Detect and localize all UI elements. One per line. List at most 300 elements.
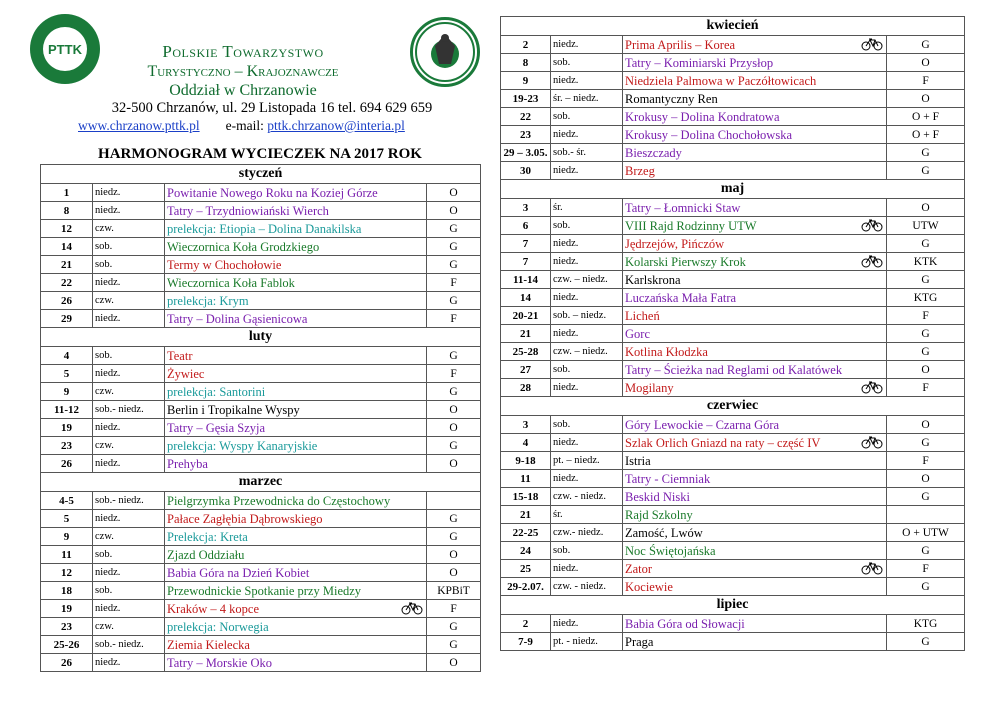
trip-title: Istria: [625, 453, 651, 468]
trip-title-cell: [165, 528, 427, 546]
trip-title: Wieczornica Koła Fablok: [167, 275, 295, 290]
trip-row: [501, 542, 965, 560]
trip-row: [501, 434, 965, 452]
trip-title-cell: [165, 492, 427, 510]
trip-code: G: [887, 542, 965, 560]
trip-title: Tatry – Ścieżka nad Reglami od Kalatówek: [625, 362, 843, 377]
trip-date: 3: [501, 416, 551, 434]
trip-title: Zjazd Oddziału: [167, 547, 245, 562]
trip-weekday: sob.- niedz.: [93, 492, 165, 510]
trip-date: 3: [501, 199, 551, 217]
trip-row: [501, 307, 965, 325]
trip-title: Karlskrona: [625, 272, 681, 287]
trip-code: O: [427, 564, 481, 582]
trip-title: Termy w Chochołowie: [167, 257, 282, 272]
trip-row: [501, 72, 965, 90]
trip-title: VIII Rajd Rodzinny UTW: [625, 218, 757, 233]
trip-code: F: [427, 274, 481, 292]
trip-title-cell: [623, 542, 887, 560]
trip-code: F: [427, 600, 481, 618]
trip-code: G: [887, 343, 965, 361]
trip-row: [501, 416, 965, 434]
trip-code: KTG: [887, 615, 965, 633]
org-branch: Oddział w Chrzanowie: [169, 82, 317, 99]
trip-title-cell: [623, 72, 887, 90]
trip-date: 30: [501, 162, 551, 180]
trip-code: G: [427, 528, 481, 546]
schedule-table-right: [500, 16, 965, 651]
trip-row: [41, 383, 481, 401]
trip-weekday: pt. – niedz.: [551, 452, 623, 470]
trip-title-cell: [165, 310, 427, 328]
trip-row: [41, 184, 481, 202]
trip-code: F: [427, 310, 481, 328]
trip-code: G: [427, 292, 481, 310]
trip-row: [41, 546, 481, 564]
trip-weekday: sob.: [551, 54, 623, 72]
trip-weekday: niedz.: [93, 202, 165, 220]
trip-weekday: sob.- niedz.: [93, 636, 165, 654]
pttk-logo-text: PTTK: [43, 27, 87, 71]
month-name: styczeń: [41, 165, 481, 184]
trip-title: Bieszczady: [625, 145, 682, 160]
trip-date: 4-5: [41, 492, 93, 510]
trip-date: 20-21: [501, 307, 551, 325]
trip-code: O + F: [887, 126, 965, 144]
trip-date: 21: [41, 256, 93, 274]
trip-code: O: [427, 654, 481, 672]
trip-title-cell: [623, 416, 887, 434]
trip-row: [501, 217, 965, 235]
trip-row: [501, 289, 965, 307]
trip-code: G: [427, 256, 481, 274]
trip-date: 7: [501, 253, 551, 271]
contact-line: [78, 118, 458, 134]
trip-weekday: śr.: [551, 199, 623, 217]
trip-title-cell: [165, 546, 427, 564]
trip-code: G: [887, 144, 965, 162]
month-name: maj: [501, 180, 965, 199]
trip-title-cell: [623, 307, 887, 325]
trip-title: prelekcja: Etiopia – Dolina Danakilska: [167, 221, 362, 236]
trip-date: 11-14: [501, 271, 551, 289]
trip-weekday: niedz.: [93, 600, 165, 618]
trip-date: 29: [41, 310, 93, 328]
trip-row: [41, 600, 481, 618]
trip-weekday: sob.- śr.: [551, 144, 623, 162]
trip-row: [501, 162, 965, 180]
trip-date: 21: [501, 506, 551, 524]
trip-code: F: [887, 452, 965, 470]
trip-title: Krokusy – Dolina Chochołowska: [625, 127, 792, 142]
trip-title: Praga: [625, 634, 654, 649]
trip-title: Niedziela Palmowa w Paczółtowicach: [625, 73, 817, 88]
trip-title-cell: [165, 238, 427, 256]
trip-title: Gorc: [625, 326, 650, 341]
trip-weekday: śr.: [551, 506, 623, 524]
trip-row: [501, 560, 965, 578]
trip-row: [41, 437, 481, 455]
month-header-row: [501, 596, 965, 615]
trip-date: 27: [501, 361, 551, 379]
trip-row: [501, 379, 965, 397]
trip-date: 29 – 3.05.: [501, 144, 551, 162]
trip-code: F: [887, 72, 965, 90]
trip-weekday: czw.: [93, 437, 165, 455]
trip-row: [41, 202, 481, 220]
trip-weekday: pt. - niedz.: [551, 633, 623, 651]
month-header-row: [501, 17, 965, 36]
trip-title-cell: [623, 271, 887, 289]
trip-title-cell: [623, 361, 887, 379]
trip-code: G: [887, 271, 965, 289]
org-name-line1: Polskie Towarzystwo: [162, 42, 324, 61]
trip-weekday: niedz.: [93, 510, 165, 528]
trip-code: O: [427, 419, 481, 437]
trip-title: Tatry – Gęsia Szyja: [167, 420, 266, 435]
trip-title-cell: [623, 524, 887, 542]
trip-row: [501, 144, 965, 162]
trip-row: [501, 452, 965, 470]
trip-code: O + F: [887, 108, 965, 126]
trip-code: O: [427, 184, 481, 202]
trip-title: Kraków – 4 kopce: [167, 601, 259, 616]
trip-title-cell: [165, 365, 427, 383]
trip-code: [427, 492, 481, 510]
trip-title-cell: [623, 434, 887, 452]
trip-weekday: niedz.: [551, 289, 623, 307]
trip-title-cell: [165, 636, 427, 654]
trip-date: 28: [501, 379, 551, 397]
trip-code: O: [887, 199, 965, 217]
trip-row: [501, 235, 965, 253]
trip-weekday: niedz.: [551, 36, 623, 54]
trip-weekday: sob.: [551, 217, 623, 235]
trip-title: Romantyczny Ren: [625, 91, 718, 106]
trip-row: [501, 524, 965, 542]
trip-code: O + UTW: [887, 524, 965, 542]
trip-row: [41, 256, 481, 274]
trip-code: G: [427, 220, 481, 238]
trip-code: UTW: [887, 217, 965, 235]
trip-title-cell: [623, 578, 887, 596]
trip-row: [501, 126, 965, 144]
trip-row: [41, 582, 481, 600]
month-name: kwiecień: [501, 17, 965, 36]
trip-weekday: czw.: [93, 383, 165, 401]
trip-date: 19-23: [501, 90, 551, 108]
trip-weekday: sob.: [93, 546, 165, 564]
trip-row: [501, 470, 965, 488]
trip-title-cell: [623, 217, 887, 235]
trip-row: [501, 325, 965, 343]
trip-date: 25-28: [501, 343, 551, 361]
address: 32-500 Chrzanów, ul. 29 Listopada 16 tel. 694 629 659: [111, 100, 433, 116]
trip-date: 9: [41, 528, 93, 546]
trip-code: F: [887, 560, 965, 578]
trip-title: Berlin i Tropikalne Wyspy: [167, 402, 300, 417]
trip-code: F: [887, 307, 965, 325]
trip-weekday: niedz.: [93, 654, 165, 672]
trip-code: KPBiT: [427, 582, 481, 600]
trip-code: O: [887, 416, 965, 434]
trip-title-cell: [623, 289, 887, 307]
trip-row: [41, 528, 481, 546]
trip-weekday: czw.: [93, 220, 165, 238]
trip-weekday: niedz.: [551, 253, 623, 271]
trip-code: G: [887, 162, 965, 180]
trip-weekday: sob.: [551, 361, 623, 379]
trip-weekday: niedz.: [93, 419, 165, 437]
trip-title: Licheń: [625, 308, 660, 323]
website-link[interactable]: www.chrzanow.pttk.pl: [78, 118, 200, 133]
trip-title-cell: [623, 470, 887, 488]
trip-title-cell: [165, 347, 427, 365]
trip-date: 9: [41, 383, 93, 401]
trip-date: 11: [41, 546, 93, 564]
trip-title: Prima Aprilis – Korea: [625, 37, 736, 52]
trip-row: [501, 615, 965, 633]
trip-date: 26: [41, 292, 93, 310]
trip-weekday: niedz.: [93, 455, 165, 473]
trip-title: prelekcja: Krym: [167, 293, 249, 308]
trip-title: prelekcja: Santorini: [167, 384, 266, 399]
org-name-line2: Turystyczno – Krajoznawcze: [147, 63, 339, 80]
trip-date: 6: [501, 217, 551, 235]
trip-code: O: [427, 401, 481, 419]
trip-row: [501, 253, 965, 271]
trip-date: 2: [501, 615, 551, 633]
trip-date: 22: [41, 274, 93, 292]
trip-title: Ziemia Kielecka: [167, 637, 250, 652]
trip-code: G: [887, 325, 965, 343]
trip-date: 19: [41, 600, 93, 618]
trip-title: Tatry – Trzydniowiański Wierch: [167, 203, 329, 218]
trip-date: 22: [501, 108, 551, 126]
trip-row: [501, 90, 965, 108]
month-header-row: [501, 397, 965, 416]
trip-weekday: niedz.: [93, 310, 165, 328]
trip-code: O: [427, 202, 481, 220]
trip-date: 11: [501, 470, 551, 488]
trip-title: Tatry – Łomnicki Staw: [625, 200, 741, 215]
trip-title-cell: [623, 126, 887, 144]
trip-date: 23: [41, 437, 93, 455]
trip-weekday: niedz.: [551, 379, 623, 397]
trip-title: Prehyba: [167, 456, 208, 471]
trip-weekday: śr. – niedz.: [551, 90, 623, 108]
trip-code: F: [427, 365, 481, 383]
trip-title-cell: [623, 488, 887, 506]
trip-code: G: [427, 618, 481, 636]
trip-title: Noc Świętojańska: [625, 543, 716, 558]
trip-row: [41, 274, 481, 292]
trip-title-cell: [165, 184, 427, 202]
trip-title: Wieczornica Koła Grodzkiego: [167, 239, 320, 254]
trip-weekday: niedz.: [551, 560, 623, 578]
trip-weekday: czw.- niedz.: [551, 524, 623, 542]
trip-title-cell: [623, 452, 887, 470]
trip-row: [41, 564, 481, 582]
trip-date: 12: [41, 564, 93, 582]
trip-weekday: sob. – niedz.: [551, 307, 623, 325]
trip-code: F: [887, 379, 965, 397]
trip-title-cell: [165, 600, 427, 618]
trip-row: [501, 343, 965, 361]
pttk-logo: [30, 14, 100, 84]
trip-weekday: sob.: [93, 256, 165, 274]
trip-weekday: niedz.: [551, 434, 623, 452]
trip-weekday: niedz.: [551, 235, 623, 253]
trip-date: 23: [501, 126, 551, 144]
trip-weekday: niedz.: [551, 162, 623, 180]
month-name: marzec: [41, 473, 481, 492]
trip-date: 22-25: [501, 524, 551, 542]
trip-title-cell: [165, 564, 427, 582]
trip-title-cell: [165, 383, 427, 401]
trip-date: 11-12: [41, 401, 93, 419]
eagle-emblem-icon: [413, 20, 477, 84]
trip-date: 14: [501, 289, 551, 307]
trip-title-cell: [165, 618, 427, 636]
trip-weekday: sob.: [93, 238, 165, 256]
trip-weekday: czw. – niedz.: [551, 271, 623, 289]
trip-date: 23: [41, 618, 93, 636]
trip-date: 8: [41, 202, 93, 220]
trip-code: G: [887, 434, 965, 452]
trip-weekday: czw.: [93, 292, 165, 310]
trip-weekday: niedz.: [551, 470, 623, 488]
trip-date: 9-18: [501, 452, 551, 470]
trip-code: G: [427, 383, 481, 401]
trip-code: O: [887, 361, 965, 379]
trip-row: [501, 633, 965, 651]
trip-code: O: [887, 90, 965, 108]
trip-date: 5: [41, 510, 93, 528]
trip-title: Pielgrzymka Przewodnicka do Częstochowy: [167, 493, 391, 508]
trip-weekday: niedz.: [551, 615, 623, 633]
trip-title-cell: [623, 615, 887, 633]
trip-title: Brzeg: [625, 163, 655, 178]
trip-row: [41, 654, 481, 672]
trip-title-cell: [623, 36, 887, 54]
trip-title-cell: [165, 437, 427, 455]
trip-date: 1: [41, 184, 93, 202]
trip-title: Kotlina Kłodzka: [625, 344, 708, 359]
trip-title: Zator: [625, 561, 653, 576]
trip-title-cell: [165, 292, 427, 310]
trip-row: [41, 510, 481, 528]
trip-code: G: [887, 36, 965, 54]
trip-title-cell: [623, 162, 887, 180]
trip-row: [41, 401, 481, 419]
trip-code: G: [887, 633, 965, 651]
trip-date: 26: [41, 455, 93, 473]
trip-date: 7: [501, 235, 551, 253]
trip-date: 26: [41, 654, 93, 672]
trip-weekday: niedz.: [93, 274, 165, 292]
trip-weekday: czw. – niedz.: [551, 343, 623, 361]
trip-title: Żywiec: [167, 366, 205, 381]
trip-date: 4: [501, 434, 551, 452]
trip-date: 9: [501, 72, 551, 90]
trip-row: [41, 347, 481, 365]
trip-title: Babia Góra od Słowacji: [625, 616, 745, 631]
trip-title: Babia Góra na Dzień Kobiet: [167, 565, 310, 580]
trip-title: prelekcja: Norwegia: [167, 619, 269, 634]
trip-title: Tatry – Dolina Gąsienicowa: [167, 311, 308, 326]
trip-title-cell: [623, 253, 887, 271]
trip-title-cell: [165, 220, 427, 238]
trip-title-cell: [165, 510, 427, 528]
trip-row: [501, 506, 965, 524]
trip-date: 24: [501, 542, 551, 560]
trip-title: Góry Lewockie – Czarna Góra: [625, 417, 780, 432]
trip-code: G: [887, 235, 965, 253]
trip-row: [41, 419, 481, 437]
email-link[interactable]: pttk.chrzanow@interia.pl: [267, 118, 405, 133]
trip-title: Tatry - Ciemniak: [625, 471, 711, 486]
trip-row: [501, 488, 965, 506]
trip-date: 18: [41, 582, 93, 600]
trip-title-cell: [623, 325, 887, 343]
trip-title: Luczańska Mała Fatra: [625, 290, 737, 305]
trip-title-cell: [165, 401, 427, 419]
trip-title-cell: [623, 343, 887, 361]
trip-date: 29-2.07.: [501, 578, 551, 596]
trip-code: G: [427, 238, 481, 256]
trip-row: [41, 292, 481, 310]
trip-date: 15-18: [501, 488, 551, 506]
trip-weekday: niedz.: [551, 325, 623, 343]
trip-title: Kolarski Pierwszy Krok: [625, 254, 746, 269]
trip-title: Tatry – Morskie Oko: [167, 655, 273, 670]
trip-row: [41, 618, 481, 636]
trip-code: G: [887, 578, 965, 596]
trip-row: [41, 238, 481, 256]
trip-title: prelekcja: Wyspy Kanaryjskie: [167, 438, 318, 453]
trip-row: [41, 492, 481, 510]
trip-title: Rajd Szkolny: [625, 507, 693, 522]
trip-title: Szlak Orlich Gniazd na raty – część IV: [625, 435, 821, 450]
trip-date: 12: [41, 220, 93, 238]
trip-row: [41, 220, 481, 238]
trip-title-cell: [623, 54, 887, 72]
trip-date: 2: [501, 36, 551, 54]
trip-title-cell: [623, 506, 887, 524]
trip-title: Przewodnickie Spotkanie przy Miedzy: [167, 583, 362, 598]
trip-title-cell: [623, 560, 887, 578]
trip-title: Beskid Niski: [625, 489, 690, 504]
trip-title-cell: [623, 633, 887, 651]
trip-row: [41, 636, 481, 654]
trip-code: O: [427, 455, 481, 473]
trip-weekday: sob.: [551, 416, 623, 434]
trip-weekday: niedz.: [551, 126, 623, 144]
trip-weekday: niedz.: [93, 184, 165, 202]
trip-row: [501, 271, 965, 289]
oddzial-logo: [410, 17, 480, 87]
trip-weekday: niedz.: [551, 72, 623, 90]
trip-code: O: [427, 546, 481, 564]
trip-date: 14: [41, 238, 93, 256]
trip-weekday: czw.: [93, 618, 165, 636]
trip-title-cell: [165, 202, 427, 220]
trip-title-cell: [623, 90, 887, 108]
trip-title: Prelekcja: Kreta: [167, 529, 248, 544]
trip-row: [41, 455, 481, 473]
trip-code: O: [887, 470, 965, 488]
